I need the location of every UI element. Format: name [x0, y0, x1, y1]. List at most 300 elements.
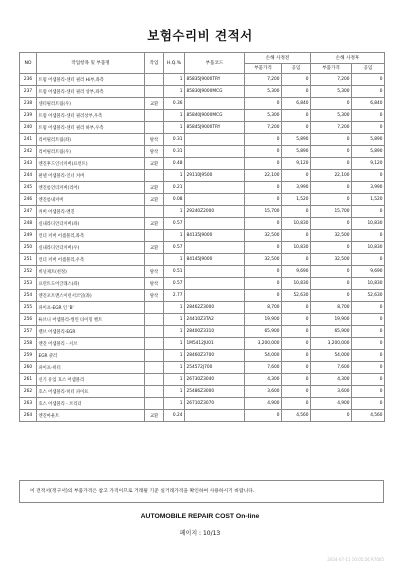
work-type: 교환: [145, 194, 164, 206]
after-labor: 0: [352, 302, 385, 314]
header-no: NO: [20, 53, 37, 74]
before-part-price: 4,900: [245, 398, 282, 410]
hq-value: 1: [164, 230, 185, 242]
after-part-price: 32,500: [311, 230, 352, 242]
row-number: 253: [20, 278, 37, 290]
table-row: [20, 218, 385, 230]
hq-value: 0.57: [164, 242, 185, 254]
part-code: [185, 410, 245, 422]
table-row: [20, 122, 385, 134]
part-code: 28460Z3700: [185, 350, 245, 362]
hq-value: 1: [164, 374, 185, 386]
part-code: 84145J9000: [185, 254, 245, 266]
hq-value: 0.57: [164, 278, 185, 290]
row-number: 261: [20, 374, 37, 386]
before-part-price: 3,200,000: [245, 338, 282, 350]
after-labor: 0: [352, 314, 385, 326]
before-labor: 0: [282, 170, 311, 182]
before-part-price: 0: [245, 98, 282, 110]
table-row: [20, 410, 385, 422]
row-number: 256: [20, 314, 37, 326]
item-name: 실내라디언더커버(좌): [37, 218, 145, 230]
notice-text: 이 견적서(정구서)의 부품가격은 참고 가격이므로 거래될 기준 실거래가격을 확인하여 사용하시기 바랍니다.: [19, 480, 384, 503]
table-row: [20, 278, 385, 290]
row-number: 259: [20, 350, 37, 362]
work-type: [145, 302, 164, 314]
work-type: 교환: [145, 182, 164, 194]
before-part-price: 0: [245, 410, 282, 422]
table-row: [20, 206, 385, 218]
part-code: [185, 266, 245, 278]
after-labor: 0: [352, 398, 385, 410]
before-part-price: 0: [245, 290, 282, 302]
item-name: 언더 커버 어셈블리,우측: [37, 254, 145, 266]
before-labor: 52,630: [282, 290, 311, 302]
row-number: 251: [20, 254, 37, 266]
work-type: 교환: [145, 98, 164, 110]
part-code: 85835J9000TRY: [185, 74, 245, 86]
after-labor: 0: [352, 374, 385, 386]
item-name: 트윔 어셈블리-센터 필러상부,우측: [37, 110, 145, 122]
before-part-price: 8,700: [245, 302, 282, 314]
row-number: 241: [20, 134, 37, 146]
table-row: [20, 230, 385, 242]
row-number: 236: [20, 74, 37, 86]
footer-title: AUTOMOBILE REPAIR COST On-line: [140, 513, 260, 520]
item-name: 엔진룸내커버: [37, 194, 145, 206]
item-name: 커버 어셈블리-엔진: [37, 206, 145, 218]
part-code: [185, 290, 245, 302]
before-labor: 5,890: [282, 134, 311, 146]
item-name: 호스 어셈블리 - 브리더: [37, 398, 145, 410]
after-labor: 3,990: [352, 182, 385, 194]
table-row: [20, 314, 385, 326]
after-labor: 6,840: [352, 98, 385, 110]
part-code: 85830J9000MCG: [185, 86, 245, 98]
hq-value: 0.31: [164, 146, 185, 158]
header-before-part-price: 부품가격: [245, 63, 282, 74]
work-type: [145, 170, 164, 182]
before-labor: 5,890: [282, 146, 311, 158]
part-code: 28400Z3310: [185, 326, 245, 338]
work-type: 탈착: [145, 134, 164, 146]
hq-value: 1: [164, 338, 185, 350]
before-part-price: 22,100: [245, 170, 282, 182]
item-name: 리어필러트림(좌): [37, 134, 145, 146]
item-name: 엔진후드인너커버(프런트): [37, 158, 145, 170]
after-part-price: 0: [311, 158, 352, 170]
after-labor: 10,830: [352, 218, 385, 230]
after-part-price: 0: [311, 182, 352, 194]
part-code: [185, 134, 245, 146]
hq-value: 1: [164, 398, 185, 410]
part-code: [185, 194, 245, 206]
work-type: [145, 374, 164, 386]
after-part-price: 22,100: [311, 170, 352, 182]
work-type: [145, 206, 164, 218]
before-part-price: 0: [245, 278, 282, 290]
part-code: [185, 242, 245, 254]
before-part-price: 0: [245, 146, 282, 158]
hq-value: 1: [164, 74, 185, 86]
part-code: 29110J9500: [185, 170, 245, 182]
work-type: [145, 398, 164, 410]
work-type: 교환: [145, 158, 164, 170]
part-code: [185, 158, 245, 170]
header-work: 작업: [145, 53, 164, 74]
part-code: [185, 182, 245, 194]
before-labor: 10,830: [282, 278, 311, 290]
table-row: [20, 242, 385, 254]
before-labor: 10,830: [282, 242, 311, 254]
item-name: 리어필러트림(우): [37, 146, 145, 158]
item-name: EGR 쿨러: [37, 350, 145, 362]
before-labor: 0: [282, 398, 311, 410]
hq-value: 1: [164, 206, 185, 218]
row-number: 240: [20, 122, 37, 134]
before-labor: 0: [282, 254, 311, 266]
item-name: 엔진룸언더커버(리어): [37, 182, 145, 194]
before-labor: 0: [282, 338, 311, 350]
part-code: [185, 218, 245, 230]
work-type: 탈착: [145, 146, 164, 158]
table-row: [20, 134, 385, 146]
work-type: [145, 362, 164, 374]
before-labor: 0: [282, 122, 311, 134]
table-row: [20, 266, 385, 278]
before-part-price: 4,300: [245, 374, 282, 386]
row-number: 244: [20, 170, 37, 182]
after-labor: 9,690: [352, 266, 385, 278]
table-row: [20, 302, 385, 314]
item-name: 엔진 어셈블리 - 서브: [37, 338, 145, 350]
row-number: 245: [20, 182, 37, 194]
after-part-price: 0: [311, 134, 352, 146]
table-row: [20, 254, 385, 266]
part-code: [185, 98, 245, 110]
hq-value: 0.21: [164, 182, 185, 194]
before-part-price: 32,500: [245, 230, 282, 242]
row-number: 262: [20, 386, 37, 398]
item-name: 트윔 어셈블리-센터 필러 Hi부,좌측: [37, 74, 145, 86]
hq-value: 0.48: [164, 158, 185, 170]
before-part-price: 7,600: [245, 362, 282, 374]
after-part-price: 3,600: [311, 386, 352, 398]
hq-value: 1: [164, 170, 185, 182]
hq-value: 1: [164, 110, 185, 122]
part-code: 26730Z3040: [185, 374, 245, 386]
table-row: [20, 146, 385, 158]
item-name: 판넬 어셈블리-인너 커버: [37, 170, 145, 182]
before-labor: 0: [282, 362, 311, 374]
item-name: 밸브 어셈블리-EGR: [37, 326, 145, 338]
before-labor: 0: [282, 110, 311, 122]
work-type: 교환: [145, 242, 164, 254]
part-code: 1M5412JU01: [185, 338, 245, 350]
after-labor: 0: [352, 110, 385, 122]
work-type: 교환: [145, 410, 164, 422]
hq-value: 1: [164, 86, 185, 98]
item-name: 비닐제트(천정): [37, 266, 145, 278]
work-type: 교환: [145, 218, 164, 230]
after-labor: 9,120: [352, 158, 385, 170]
header-code: 부품코드: [185, 53, 245, 74]
hq-value: 1: [164, 386, 185, 398]
work-type: [145, 122, 164, 134]
after-labor: 5,890: [352, 146, 385, 158]
row-number: 255: [20, 302, 37, 314]
after-labor: 0: [352, 206, 385, 218]
item-name: 언더 커버 어셈블리,좌측: [37, 230, 145, 242]
part-code: 85845J9000TRY: [185, 122, 245, 134]
work-type: [145, 350, 164, 362]
after-labor: 10,830: [352, 242, 385, 254]
header-hq: H.Q.%: [164, 53, 185, 74]
work-type: [145, 338, 164, 350]
after-labor: 0: [352, 338, 385, 350]
work-type: 탈착: [145, 278, 164, 290]
header-before-labor: 공임: [282, 63, 311, 74]
table-row: [20, 194, 385, 206]
before-part-price: 0: [245, 242, 282, 254]
row-number: 249: [20, 230, 37, 242]
item-name: 엔진마운트: [37, 410, 145, 422]
table-row: [20, 182, 385, 194]
table-row: [20, 362, 385, 374]
row-number: 246: [20, 194, 37, 206]
header-after: 손해 사정후: [311, 53, 385, 64]
before-part-price: 15,700: [245, 206, 282, 218]
before-labor: 4,560: [282, 410, 311, 422]
hq-value: 0.57: [164, 218, 185, 230]
after-part-price: 7,200: [311, 74, 352, 86]
before-part-price: 7,200: [245, 74, 282, 86]
before-labor: 3,990: [282, 182, 311, 194]
after-labor: 1,520: [352, 194, 385, 206]
after-part-price: 65,900: [311, 326, 352, 338]
before-labor: 0: [282, 386, 311, 398]
after-labor: 0: [352, 386, 385, 398]
table-row: [20, 158, 385, 170]
before-labor: 9,690: [282, 266, 311, 278]
item-name: 센터필러트림(우): [37, 98, 145, 110]
row-number: 258: [20, 338, 37, 350]
item-name: 파이프-히터: [37, 362, 145, 374]
work-type: [145, 254, 164, 266]
table-row: [20, 74, 385, 86]
page-number: 페이지 : 10/13: [179, 530, 221, 537]
before-part-price: 0: [245, 194, 282, 206]
table-row: [20, 398, 385, 410]
part-code: [185, 278, 245, 290]
header-before: 손해 사정전: [245, 53, 311, 64]
after-part-price: 5,300: [311, 86, 352, 98]
hq-value: 0.08: [164, 194, 185, 206]
header-after-labor: 공임: [352, 63, 385, 74]
table-row: [20, 86, 385, 98]
after-part-price: 7,200: [311, 122, 352, 134]
table-row: [20, 98, 385, 110]
item-name: 튜브니 어셈블리-썰린 타이밍 벨트: [37, 314, 145, 326]
hq-value: 2.77: [164, 290, 185, 302]
row-number: 260: [20, 362, 37, 374]
after-part-price: 0: [311, 194, 352, 206]
after-part-price: 3,200,000: [311, 338, 352, 350]
table-row: [20, 386, 385, 398]
part-code: 26710Z3070: [185, 398, 245, 410]
after-labor: 0: [352, 74, 385, 86]
after-part-price: 7,600: [311, 362, 352, 374]
after-part-price: 0: [311, 242, 352, 254]
part-code: 85840J9000MCG: [185, 110, 245, 122]
row-number: 254: [20, 290, 37, 302]
row-number: 239: [20, 110, 37, 122]
before-part-price: 5,300: [245, 110, 282, 122]
estimate-table: [19, 52, 385, 422]
before-part-price: 3,600: [245, 386, 282, 398]
hq-value: 1: [164, 326, 185, 338]
after-labor: 0: [352, 230, 385, 242]
part-code: 28462Z3000: [185, 302, 245, 314]
row-number: 242: [20, 146, 37, 158]
after-part-price: 5,300: [311, 110, 352, 122]
after-labor: 0: [352, 350, 385, 362]
before-labor: 1,520: [282, 194, 311, 206]
hq-value: 0.51: [164, 266, 185, 278]
after-part-price: 32,500: [311, 254, 352, 266]
part-code: 84135J9000: [185, 230, 245, 242]
work-type: [145, 230, 164, 242]
part-code: 25486Z3000: [185, 386, 245, 398]
before-part-price: 19,900: [245, 314, 282, 326]
hq-value: 0.31: [164, 134, 185, 146]
table-row: [20, 110, 385, 122]
before-labor: 0: [282, 350, 311, 362]
after-labor: 0: [352, 170, 385, 182]
item-name: 트윔 어셈블리-센터 필러 상부,좌측: [37, 86, 145, 98]
item-name: 실내라디언더커버(우): [37, 242, 145, 254]
table-row: [20, 326, 385, 338]
work-type: [145, 110, 164, 122]
work-type: [145, 86, 164, 98]
before-part-price: 0: [245, 182, 282, 194]
row-number: 257: [20, 326, 37, 338]
after-labor: 5,890: [352, 134, 385, 146]
item-name: 프런트도어글래스(좌): [37, 278, 145, 290]
before-labor: 0: [282, 230, 311, 242]
work-type: [145, 326, 164, 338]
row-number: 247: [20, 206, 37, 218]
before-part-price: 0: [245, 218, 282, 230]
after-part-price: 54,000: [311, 350, 352, 362]
after-labor: 0: [352, 86, 385, 98]
row-number: 237: [20, 86, 37, 98]
work-type: [145, 386, 164, 398]
after-labor: 4,560: [352, 410, 385, 422]
before-labor: 0: [282, 374, 311, 386]
before-labor: 0: [282, 302, 311, 314]
hq-value: 0.24: [164, 410, 185, 422]
table-row: [20, 374, 385, 386]
before-part-price: 32,500: [245, 254, 282, 266]
after-labor: 0: [352, 254, 385, 266]
after-labor: 52,630: [352, 290, 385, 302]
before-part-price: 65,900: [245, 326, 282, 338]
part-code: [185, 146, 245, 158]
after-labor: 10,830: [352, 278, 385, 290]
item-name: 호스 어셈블리-히터 파이프: [37, 386, 145, 398]
before-part-price: 0: [245, 158, 282, 170]
after-part-price: 0: [311, 218, 352, 230]
work-type: [145, 74, 164, 86]
after-labor: 0: [352, 122, 385, 134]
document-title: 보험수리비 견적서: [147, 28, 253, 43]
before-part-price: 54,000: [245, 350, 282, 362]
table-row: [20, 338, 385, 350]
table-row: [20, 290, 385, 302]
row-number: 238: [20, 98, 37, 110]
header-item: 작업항목 및 부품명: [37, 53, 145, 74]
after-part-price: 0: [311, 290, 352, 302]
before-part-price: 7,200: [245, 122, 282, 134]
hq-value: 1: [164, 350, 185, 362]
after-part-price: 4,300: [311, 374, 352, 386]
row-number: 252: [20, 266, 37, 278]
hq-value: 1: [164, 254, 185, 266]
header-after-part-price: 부품가격: [311, 63, 352, 74]
row-number: 243: [20, 158, 37, 170]
part-code: 254572J700: [185, 362, 245, 374]
after-part-price: 4,900: [311, 398, 352, 410]
before-labor: 0: [282, 314, 311, 326]
after-part-price: 0: [311, 146, 352, 158]
after-labor: 0: [352, 362, 385, 374]
hq-value: 1: [164, 122, 185, 134]
hq-value: 1: [164, 362, 185, 374]
table-row: [20, 170, 385, 182]
table-row: [20, 350, 385, 362]
after-part-price: 0: [311, 266, 352, 278]
work-type: [145, 314, 164, 326]
after-part-price: 15,700: [311, 206, 352, 218]
work-type: 탈착: [145, 290, 164, 302]
print-timestamp: 2024-07-11 10:05:56 R7005: [327, 557, 384, 562]
after-part-price: 8,700: [311, 302, 352, 314]
after-part-price: 0: [311, 98, 352, 110]
part-code: 24410Z3TA2: [185, 314, 245, 326]
before-part-price: 5,300: [245, 86, 282, 98]
after-part-price: 0: [311, 410, 352, 422]
row-number: 263: [20, 398, 37, 410]
before-labor: 0: [282, 326, 311, 338]
row-number: 264: [20, 410, 37, 422]
before-part-price: 0: [245, 266, 282, 278]
before-labor: 0: [282, 206, 311, 218]
before-labor: 0: [282, 74, 311, 86]
after-part-price: 19,900: [311, 314, 352, 326]
row-number: 248: [20, 218, 37, 230]
item-name: 파이프-EGR 인 'B': [37, 302, 145, 314]
before-part-price: 0: [245, 134, 282, 146]
before-labor: 10,830: [282, 218, 311, 230]
item-name: 엔진포트앤스이런서코일(좌): [37, 290, 145, 302]
item-name: 트윔 어셈블리-센터 필러 하부,우측: [37, 122, 145, 134]
work-type: 탈착: [145, 266, 164, 278]
before-labor: 6,840: [282, 98, 311, 110]
hq-value: 1: [164, 314, 185, 326]
hq-value: 0.36: [164, 98, 185, 110]
part-code: 29240Z2000: [185, 206, 245, 218]
